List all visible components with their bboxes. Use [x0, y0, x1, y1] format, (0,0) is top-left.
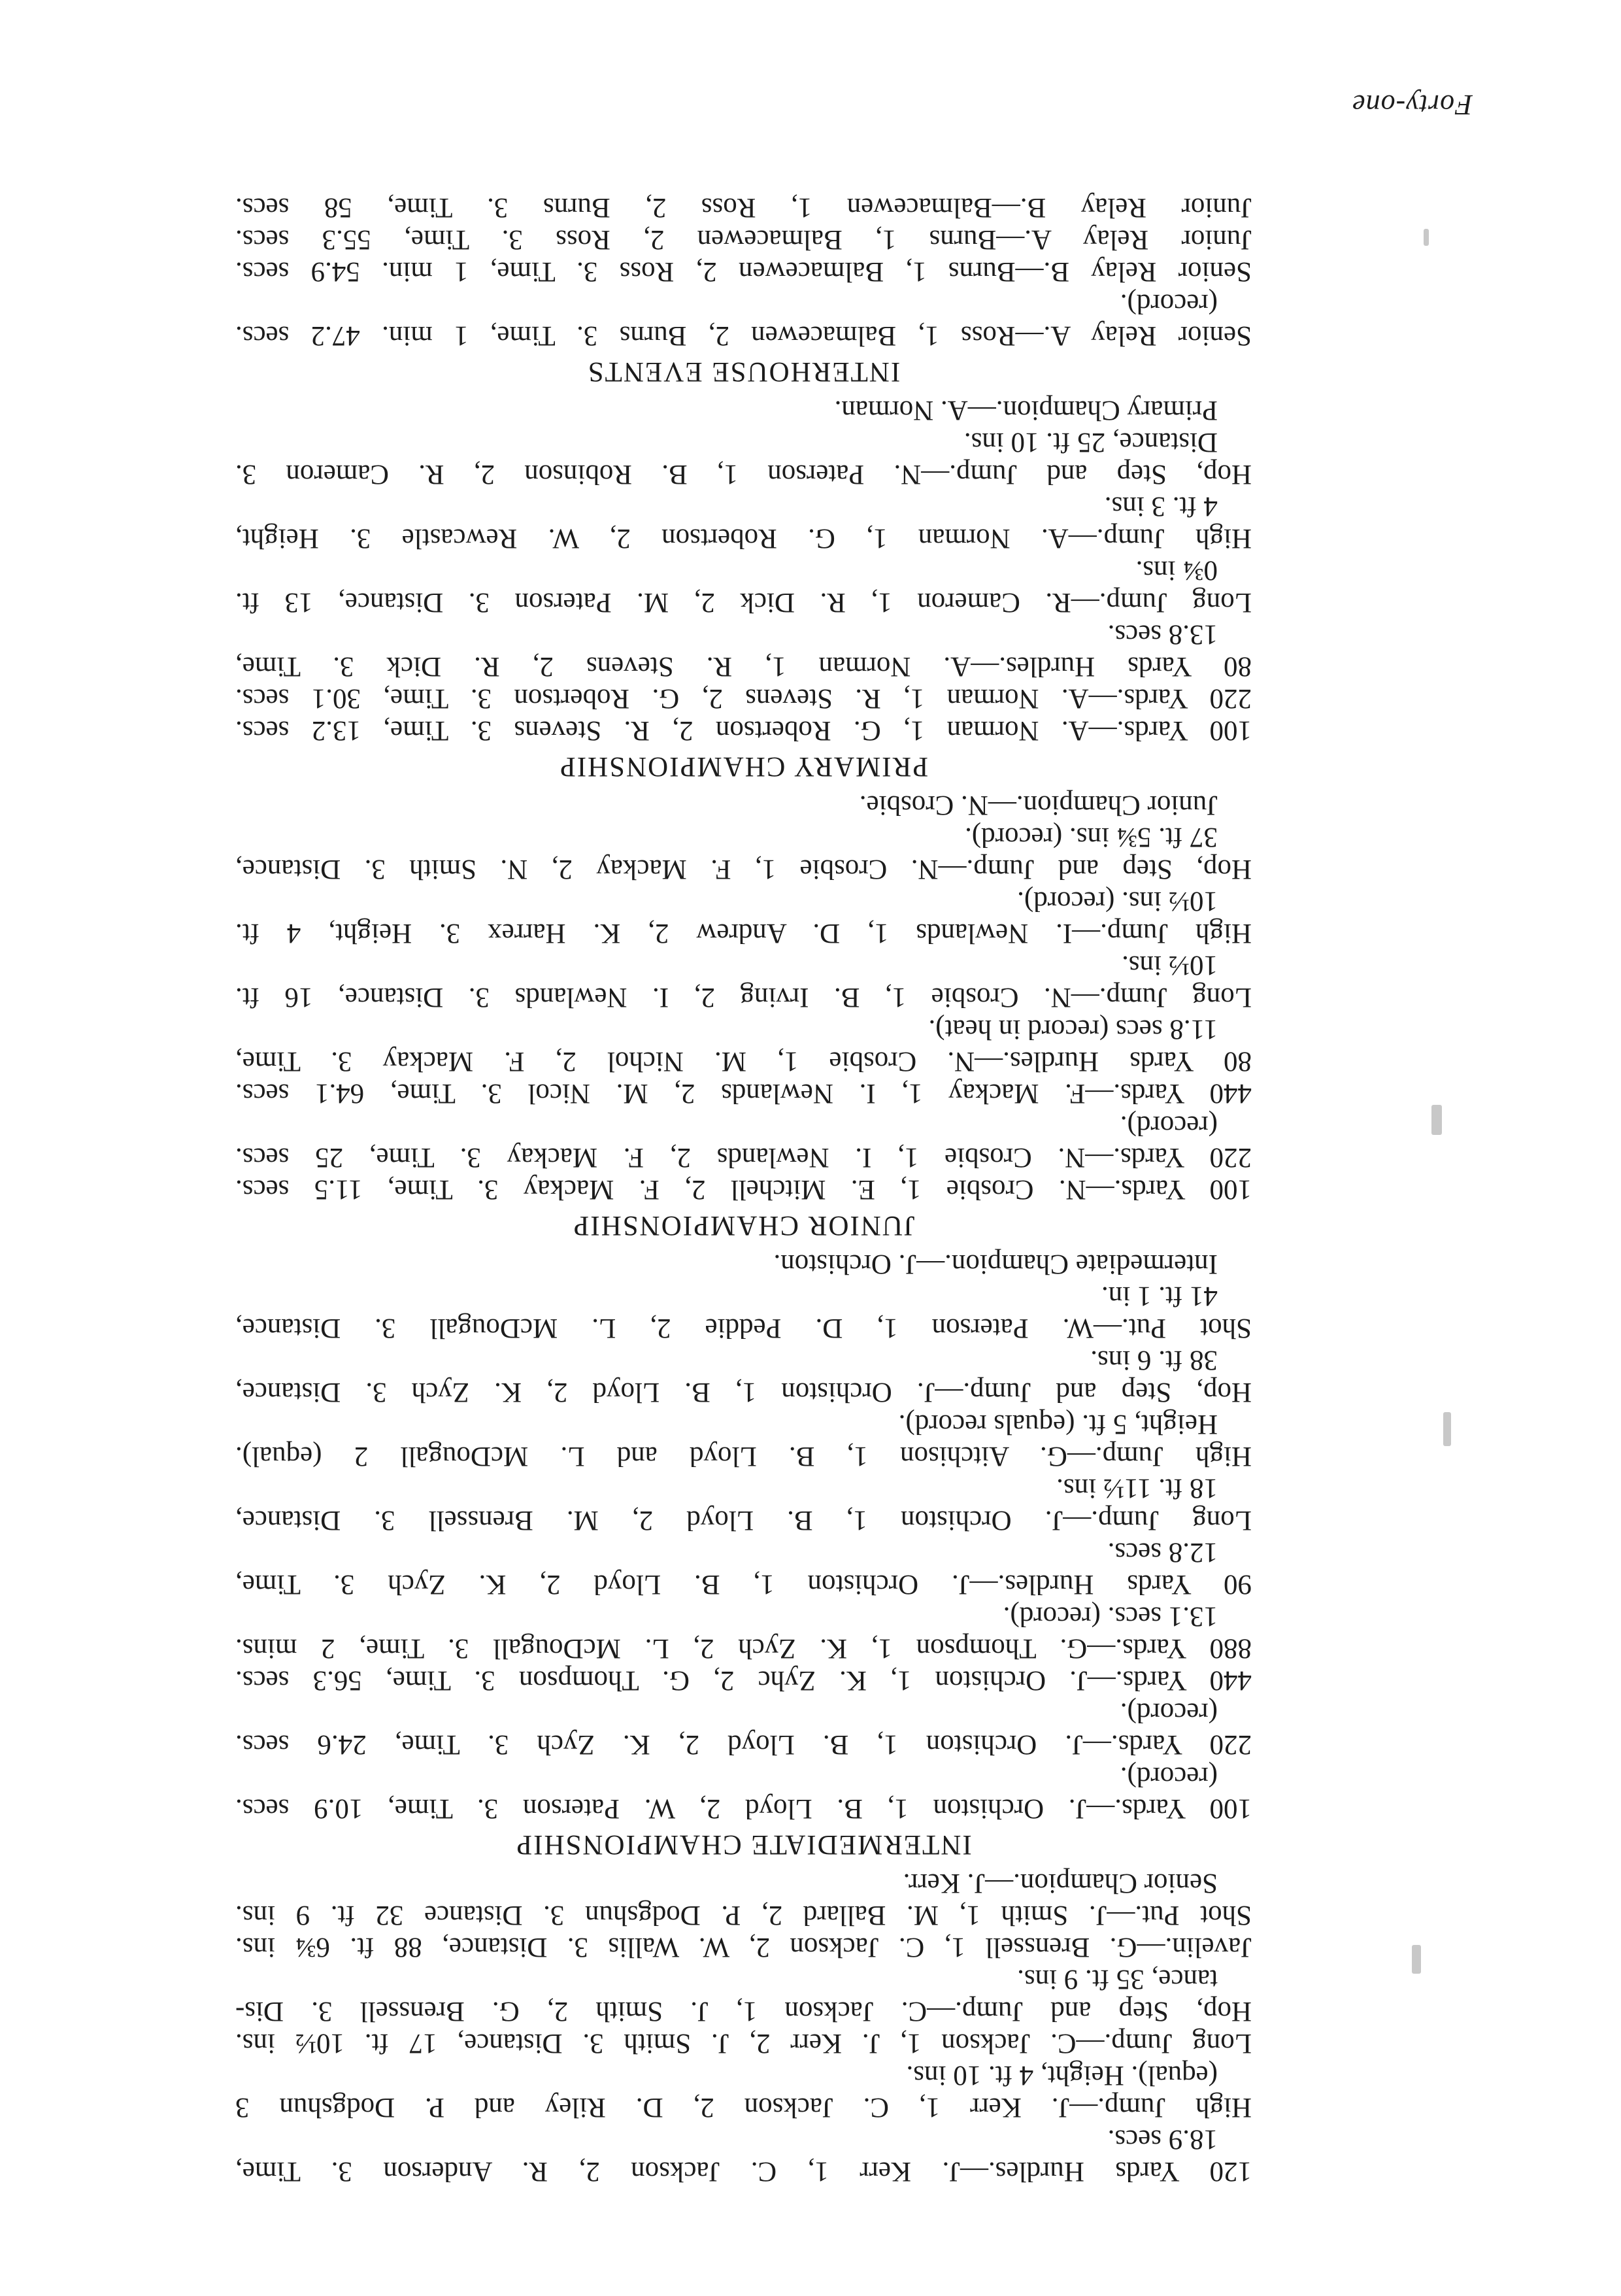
result-line-continuation: 37 ft. 5¾ ins. (record). [965, 822, 1218, 853]
result-line: High Jump.—A. Norman 1, G. Robertson 2, W. Rewcastle 3. Height, [235, 523, 1252, 554]
result-line: 80 Yards Hurdles.—A. Norman 1, R. Stevens 2, R. Dick 3. Time, [235, 651, 1252, 682]
result-line: 100 Yards.—J. Orchiston 1, B. Lloyd 2, W. Paterson 3. Time, 10.9 secs. [235, 1793, 1252, 1824]
result-line: 220 Yards.—A. Norman 1, R. Stevens 2, G. Robertson 3. Time, 30.1 secs. [235, 683, 1252, 714]
result-line: Senior Relay B.—Burns 1, Balmacewen 2, Ross 3. Time, 1 min. 54.9 secs. [235, 256, 1252, 287]
result-line: 100 Yards.—A. Norman 1, G. Robertson 2, R. Stevens 3. Time, 13.2 secs. [235, 715, 1252, 746]
result-line: 90 Yards Hurdles.—J. Orchiston 1, B. Lloyd 2, K. Zych 3. Time, [235, 1569, 1252, 1600]
champion-line: Senior Champion.—J. Kerr. [903, 1868, 1218, 1899]
champion-line: Primary Champion.—A. Norman. [834, 395, 1218, 426]
result-line-continuation: 13.8 secs. [1107, 619, 1218, 650]
result-line: High Jump.—J. Kerr 1, C. Jackson 2, D. Riley and P. Dodgshun 3 [235, 2092, 1252, 2123]
result-line: Hop, Step and Jump.—C. Jackson 1, J. Smith 2, G. Brenssell 3. Dis- [235, 1996, 1252, 2027]
result-line: 100 Yards.—N. Crosbie 1, E. Mitchell 2, F. Mackay 3. Time, 11.5 secs. [235, 1174, 1252, 1205]
result-line: 220 Yards.—N. Crosbie 1, I. Newlands 2, F. Mackay 3. Time, 25 secs. [235, 1142, 1252, 1173]
result-line-continuation: tance, 35 ft. 9 ins. [1017, 1964, 1218, 1995]
result-line: 440 Yards.—F. Mackay 1, I. Newlands 2, M. Nicol 3. Time, 64.1 secs. [235, 1078, 1252, 1109]
result-line-continuation: (equal). Height, 4 ft. 10 ins. [906, 2060, 1218, 2091]
result-line: Senior Relay A.—Ross 1, Balmacewen 2, Burns 3. Time, 1 min. 47.2 secs. [235, 320, 1252, 351]
result-line: Hop, Step and Jump.—N. Paterson 1, B. Robinson 2, R. Cameron 3. [235, 459, 1252, 490]
result-line-continuation: 12.8 secs. [1107, 1537, 1218, 1568]
result-line: Junior Relay A.—Burns 1, Balmacewen 2, Ross 3. Time, 55.3 secs. [235, 224, 1252, 255]
result-line-continuation: 0¾ ins. [1135, 555, 1218, 586]
scan-mark [1412, 1945, 1421, 1974]
result-line-continuation: 38 ft. 6 ins. [1090, 1345, 1218, 1376]
page-number: Forty-one [1352, 89, 1473, 121]
result-line-continuation: (record). [1120, 1761, 1218, 1792]
result-line: Hop, Step and Jump.—N. Crosbie 1, F. Mackay 2, N. Smith 3. Distance, [235, 854, 1252, 885]
result-line: Junior Relay B.—Balmacewen 1, Ross 2, Burns 3. Time, 58 secs. [235, 192, 1252, 223]
result-line-continuation: Distance, 25 ft. 10 ins. [963, 427, 1218, 458]
result-line: Javelin.—G. Brenssell 1, C. Jackson 2, W. Wallis 3. Distance, 88 ft. 6¾ ins. [235, 1932, 1252, 1963]
result-line: 880 Yards.—G. Thompson 1, K. Zych 2, L. McDougall 3. Time, 2 mins. [235, 1633, 1252, 1664]
result-line-continuation: (record). [1120, 288, 1218, 319]
result-line-continuation: 18.9 secs. [1107, 2124, 1218, 2155]
result-line-continuation: (record). [1120, 1697, 1218, 1728]
result-line: Long Jump.—N. Crosbie 1, B. Irving 2, I. Newlands 3. Distance, 16 ft. [235, 982, 1252, 1013]
result-line-continuation: 4 ft. 3 ins. [1104, 491, 1218, 522]
result-line: High Jump.—I. Newlands 1, D. Andrew 2, K. Harrex 3. Height, 4 ft. [235, 918, 1252, 949]
result-line-continuation: Height, 5 ft. (equals record). [898, 1409, 1218, 1440]
section-heading: JUNIOR CHAMPIONSHIP [572, 1210, 915, 1241]
result-line-continuation: 18 ft. 11½ ins. [1056, 1473, 1218, 1504]
section-heading: INTERHOUSE EVENTS [586, 356, 901, 387]
result-line-continuation: 11.8 secs (record in heat). [928, 1014, 1218, 1045]
results-text-block [235, 192, 1252, 2187]
result-line: Long Jump.—R. Cameron 1, R. Dick 2, M. Paterson 3. Distance, 13 ft. [235, 587, 1252, 618]
result-line: Shot Put.—W. Paterson 1, D. Peddie 2, L. McDougall 3. Distance, [235, 1313, 1252, 1343]
result-line: 220 Yards.—J. Orchiston 1, B. Lloyd 2, K. Zych 3. Time, 24.6 secs. [235, 1729, 1252, 1760]
result-line-continuation: (record). [1120, 1110, 1218, 1141]
champion-line: Intermediate Champion.—J. Orchiston. [773, 1249, 1218, 1279]
result-line: High Jump.—G. Aitchison 1, B. Lloyd and L. McDougall 2 (equal). [235, 1441, 1252, 1472]
result-line: Shot Put.—J. Smith 1, M. Ballard 2, P. Dodgshun 3. Distance 32 ft. 9 ins. [235, 1900, 1252, 1931]
result-line: Long Jump.—C. Jackson 1, J. Kerr 2, J. Smith 3. Distance, 17 ft. 10½ ins. [235, 2028, 1252, 2059]
scan-mark [1431, 1105, 1442, 1135]
result-line: 440 Yards.—J. Orchiston 1, K. Zyhc 2, G. Thompson 3. Time, 56.3 secs. [235, 1665, 1252, 1696]
result-line-continuation: 41 ft. 1 in. [1101, 1281, 1218, 1311]
section-heading: PRIMARY CHAMPIONSHIP [558, 751, 929, 782]
result-line: Hop, Step and Jump.—J. Orchiston 1, B. Lloyd 2, K. Zych 3. Distance, [235, 1377, 1252, 1408]
result-line: Long Jump.—J. Orchiston 1, B. Lloyd 2, M. Brenssell 3. Distance, [235, 1505, 1252, 1536]
result-line-continuation: 10½ ins. [1122, 950, 1218, 981]
result-line: 120 Yards Hurdles.—J. Kerr 1, C. Jackson 2, R. Anderson 3. Time, [235, 2156, 1252, 2187]
section-heading: INTERMEDIATE CHAMPIONSHIP [515, 1829, 972, 1860]
scan-mark [1424, 229, 1429, 246]
scan-mark [1443, 1412, 1451, 1446]
champion-line: Junior Champion.—N. Crosbie. [859, 790, 1218, 820]
result-line-continuation: 10½ ins. (record). [1017, 886, 1218, 917]
result-line: 80 Yards Hurdles.—N. Crosbie 1, M. Nichol 2, F. Mackay 3. Time, [235, 1046, 1252, 1077]
result-line-continuation: 13.1 secs. (record). [1003, 1601, 1218, 1632]
